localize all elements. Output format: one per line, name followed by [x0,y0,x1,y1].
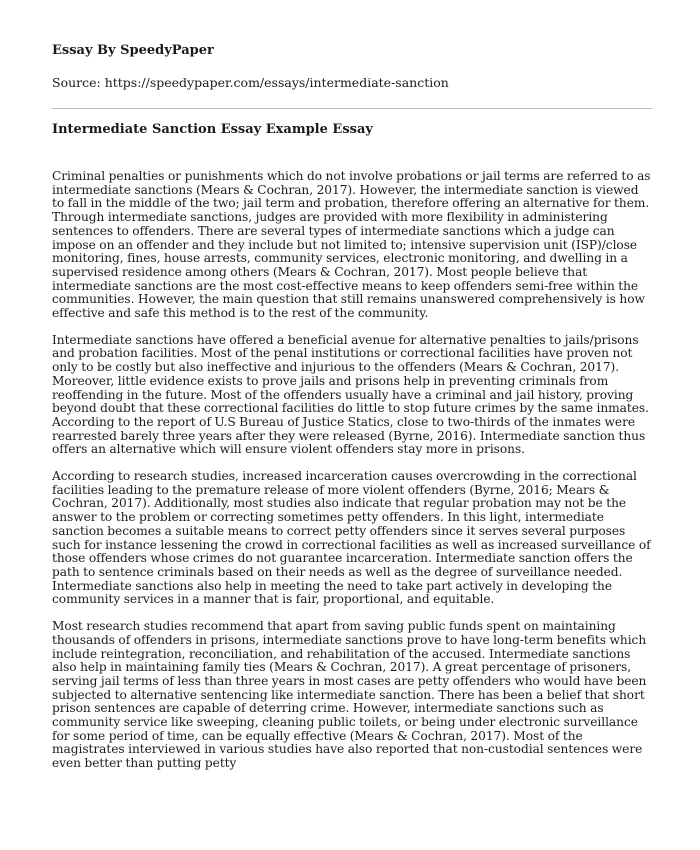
header-divider [52,108,652,109]
essay-title: Intermediate Sanction Essay Example Essay [52,122,373,137]
site-title: Essay By SpeedyPaper [52,43,214,58]
essay-paragraph-4: Most research studies recommend that apart from saving public funds spent on maintaining thousands of offenders in prisons, intermediate sanctions prove to have long-term benefits which include reintegration, reconciliation, and rehabilitation of the accused. Intermediate sanctions also help in maintaining family ties (Mears & Cochran, 2017). A great percentage of prisoners, serving jail terms of less than three years in most cases are petty offenders who would have been subjected to alternative sentencing like intermediate sanction. There has been a belief that short prison sentences are capable of deterring crime. However, intermediate sanctions such as community service like sweeping, cleaning public toilets, or being under electronic surveillance for some period of time, can be equally effective (Mears & Cochran, 2017). Most of the magistrates interviewed in various studies have also reported that non-custodial sentences were even better than putting petty [52,619,647,771]
source-line: Source: https://speedypaper.com/essays/intermediate-sanction [52,75,449,90]
essay-paragraph-2: Intermediate sanctions have offered a beneficial avenue for alternative penalties to jails/prisons and probation facilities. Most of the penal institutions or correctional facilities have proven not only to be costly but also ineffective and injurious to the offenders (Mears & Cochran, 2017). Moreover, little evidence exists to prove jails and prisons help in preventing criminals from reoffending in the future. Most of the offenders usually have a criminal and jail history, proving beyond doubt that these correctional facilities do little to stop future crimes by the same inmates. According to the report of U.S Bureau of Justice Statics, close to two-thirds of the inmates were rearrested barely three years after they were released (Byrne, 2016). Intermediate sanction thus offers an alternative which will ensure violent offenders stay more in prisons. [52,332,649,457]
document-header [52,43,652,90]
essay-paragraph-3: According to research studies, increased incarceration causes overcrowding in the correctional facilities leading to the premature release of more violent offenders (Byrne, 2016; Mears & Cochran, 2017). Additionally, most studies also indicate that regular probation may not be the answer to the problem or correcting sometimes petty offenders. In this light, intermediate sanction becomes a suitable means to correct petty offenders since it serves several purposes such for instance lessening the crowd in correctional facilities as well as increased surveillance of those offenders whose crimes do not guarantee incarceration. Intermediate sanction offers the path to sentence criminals based on their needs as well as the degree of surveillance needed. Intermediate sanctions also help in meeting the need to take part actively in developing the community services in a manner that is fair, proportional, and equitable. [52,469,651,607]
essay-paragraph-1: Criminal penalties or punishments which do not involve probations or jail terms are referred to as intermediate sanctions (Mears & Cochran, 2017). However, the intermediate sanction is viewed to fall in the middle of the two; jail term and probation, therefore offering an alternative for them. Through intermediate sanctions, judges are provided with more flexibility in administering sentences to offenders. There are several types of intermediate sanctions which a judge can impose on an offender and they include but not limited to; intensive supervision unit (ISP)/close monitoring, fines, house arrests, community services, electronic monitoring, and dwelling in a supervised residence among others (Mears & Cochran, 2017). Most people believe that intermediate sanctions are the most cost-effective means to keep offenders semi-free within the communities. However, the main question that still remains unanswered comprehensively is how effective and safe this method is to the rest of the community. [52,169,651,321]
essay-body [52,170,654,784]
